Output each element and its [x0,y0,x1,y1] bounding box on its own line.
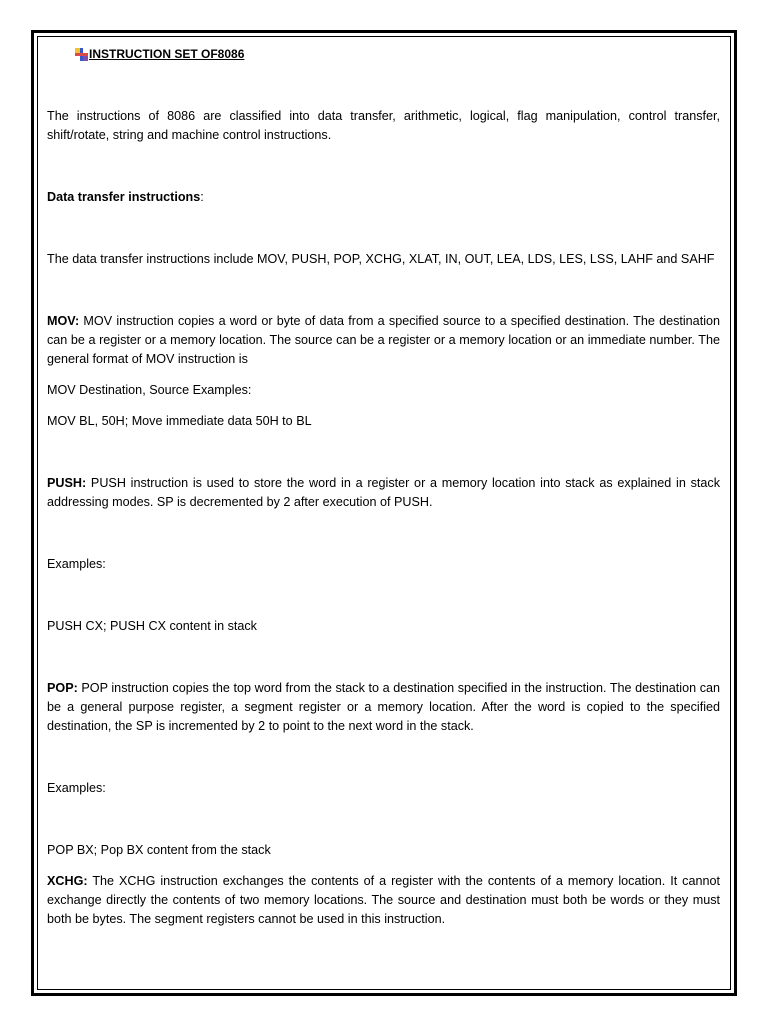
heading-line [75,44,720,64]
data-transfer-list: The data transfer instructions include MOV, PUSH, POP, XCHG, XLAT, IN, OUT, LEA, LDS, LES, LSS, LAHF and SAHF [47,252,715,266]
pop-example: POP BX; Pop BX content from the stack [47,843,271,857]
pop-text: POP instruction copies the top word from the stack to a destination specified in the instruction. The destination can be a general purpose register, a segment register or a memory location. After the word is copied to the specified destination, the SP is incremented by 2 to point to the next word in the stack. [47,681,720,733]
push-paragraph [47,474,720,512]
intro-paragraph: The instructions of 8086 are classified into data transfer, arithmetic, logical, flag manipulation, control transfer, shift/rotate, string and machine control instructions. [47,109,720,142]
mov-text: MOV instruction copies a word or byte of data from a specified source to a specified destination. The destination can be a register or a memory location. The source can be a register or a memory location or an immediate number. The general format of MOV instruction is [47,314,720,366]
document-body [47,44,720,929]
section-colon: : [200,190,204,204]
pop-paragraph [47,679,720,736]
mov-example: MOV BL, 50H; Move immediate data 50H to BL [47,414,312,428]
push-example: PUSH CX; PUSH CX content in stack [47,619,257,633]
xchg-term: XCHG: [47,874,88,888]
pop-term: POP: [47,681,78,695]
mov-term: MOV: [47,314,80,328]
xchg-text: The XCHG instruction exchanges the contents of a register with the contents of a memory location. It cannot exchange directly the contents of two memory locations. The source and destination must both be words or they must both be bytes. The segment registers cannot be used in this instruction. [47,874,720,926]
mov-paragraph [47,312,720,369]
xchg-paragraph [47,872,720,929]
section-heading-data-transfer [47,188,720,207]
pop-examples-label: Examples: [47,781,106,795]
mov-format: MOV Destination, Source Examples: [47,383,252,397]
document-title: INSTRUCTION SET OF8086 [89,46,245,61]
push-examples-label: Examples: [47,557,106,571]
section-title: Data transfer instructions [47,190,201,204]
push-text: PUSH instruction is used to store the word in a register or a memory location into stack as explained in stack addressing modes. SP is decremented by 2 after execution of PUSH. [47,476,720,509]
four-color-bullet-icon [75,48,88,61]
push-term: PUSH: [47,476,87,490]
